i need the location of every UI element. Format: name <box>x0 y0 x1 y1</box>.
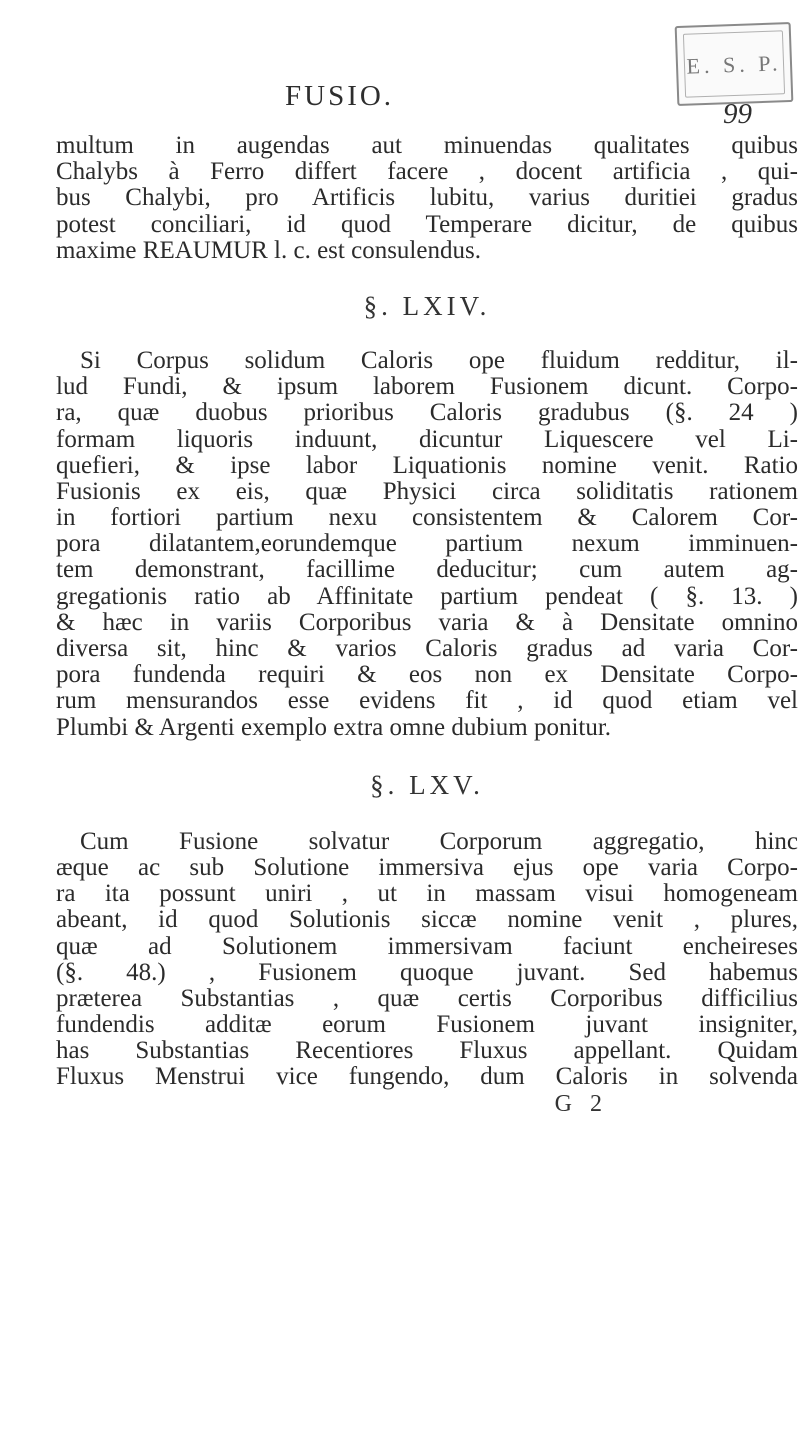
page-number: 99 <box>723 98 752 130</box>
paragraph-continuation <box>56 133 798 264</box>
library-stamp-text: E. S. P. <box>686 50 782 79</box>
section-heading-64: §. LXIV. <box>363 290 491 321</box>
text-line: gregationis ratio ab Affinitate partium pendeat ( §. 13. ) <box>56 583 798 610</box>
text-line: præterea Substantias , quæ certis Corporibus difficilius <box>56 985 798 1012</box>
paragraph-section-65 <box>56 829 798 1091</box>
text-line: quæ ad Solutionem immersivam faciunt encheireses <box>56 933 798 960</box>
text-line: (§. 48.) , Fusionem quoque juvant. Sed habemus <box>56 959 798 986</box>
text-line: Si Corpus solidum Caloris ope fluidum redditur, il- <box>80 347 798 374</box>
text-line: abeant, id quod Solutionis siccæ nomine venit , plures, <box>56 907 798 934</box>
section-heading-65: §. LXV. <box>370 769 484 800</box>
library-stamp <box>675 22 794 106</box>
text-line: formam liquoris induunt, dicuntur Liquescere vel Li- <box>56 426 798 453</box>
running-head: FUSIO. <box>285 80 395 112</box>
text-line: potest conciliari, id quod Temperare dicitur, de quibus <box>56 211 798 238</box>
text-line: Cum Fusione solvatur Corporum aggregatio, hinc <box>80 828 798 855</box>
text-line: quefieri, & ipse labor Liquationis nomine venit. Ratio <box>56 452 798 479</box>
text-line: pora fundenda requiri & eos non ex Densitate Corpo- <box>56 662 798 689</box>
text-line: diversa sit, hinc & varios Caloris gradus ad varia Cor- <box>56 636 798 662</box>
text-line: æque ac sub Solutione immersiva ejus ope varia Corpo- <box>56 854 798 881</box>
paragraph-section-64 <box>56 348 798 741</box>
text-line: & hæc in variis Corporibus varia & à Densitate omnino <box>56 609 798 636</box>
body-text <box>56 133 798 1117</box>
text-line: lud Fundi, & ipsum laborem Fusionem dicunt. Corpo- <box>56 374 798 401</box>
text-line: rum mensurandos esse evidens fit , id quod etiam vel <box>56 688 798 715</box>
signature-mark: G 2 <box>554 1090 608 1117</box>
text-line: Plumbi & Argenti exemplo extra omne dubium ponitur. <box>56 714 612 741</box>
text-line: bus Chalybi, pro Artificis lubitu, varius duritiei gradus <box>56 185 798 212</box>
text-line: in fortiori partium nexu consistentem & Calorem Cor- <box>56 505 798 532</box>
text-line: tem demonstrant, facillime deducitur; cum autem ag- <box>56 557 798 584</box>
text-line: Fluxus Menstrui vice fungendo, dum Caloris in solvenda <box>56 1064 798 1091</box>
text-line: multum in augendas aut minuendas qualitates quibus <box>56 133 798 159</box>
text-line: has Substantias Recentiores Fluxus appellant. Quidam <box>56 1038 798 1065</box>
text-line: ra ita possunt uniri , ut in massam visui homogeneam <box>56 881 798 908</box>
text-line: pora dilatantem,eorundemque partium nexum imminuen- <box>56 531 798 558</box>
text-line: ra, quæ duobus prioribus Caloris gradubus (§. 24 ) <box>56 400 798 427</box>
text-line: maxime REAUMUR l. c. est consulendus. <box>56 237 481 264</box>
text-line: fundendis additæ eorum Fusionem juvant insigniter, <box>56 1012 798 1039</box>
text-line: Chalybs à Ferro differt facere , docent artificia , qui- <box>56 159 798 186</box>
text-line: Fusionis ex eis, quæ Physici circa soliditatis rationem <box>56 478 798 505</box>
